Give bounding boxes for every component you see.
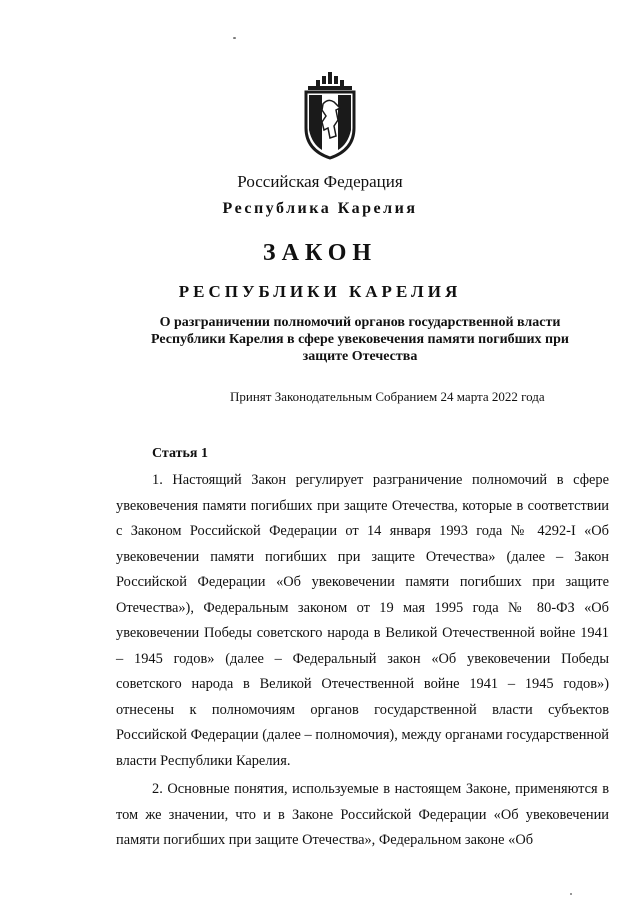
- adoption-note: Принят Законодательным Собранием 24 марта 2022 года: [230, 389, 545, 404]
- document-type-subtitle: РЕСПУБЛИКИ КАРЕЛИЯ: [178, 282, 462, 301]
- law-title: О разграничении полномочий органов государственной власти Республики Карелия в сфере увековечения памяти погибших при защите Отечества: [151, 315, 569, 364]
- paragraph-1: 1. Настоящий Закон регулирует разграничение полномочий в сфере увековечения памяти погибших при защите Отечества, которые в соответствии с Законом Российской Федерации от 14 января 1993 года № 4292-I «Об увековечении памяти погибших при защите Отечества» (далее – Закон Российской Федерации «Об увековечении памяти погибших при защите Отечества»), Федеральным законом от 19 мая 1995 года № 80-ФЗ «Об увековечении Победы советского народа в Великой Отечественной войне 1941 – 1945 годов» (далее – Федеральный закон «Об увековечении Победы советского народа в Великой Отечественной войне 1941 – 1945 годов») отнесены к полномочиям органов государственной власти субъектов Российской Федерации (далее – полномочия), между органами государственной власти Республики Карелия.: [116, 472, 609, 769]
- karelia-coat-of-arms-icon: [300, 70, 360, 160]
- article-heading: Статья 1: [152, 446, 208, 461]
- document-type: ЗАКОН: [262, 240, 378, 266]
- country-name: Российская Федерация: [237, 172, 403, 191]
- scan-speck: [570, 893, 572, 895]
- paragraph-2: 2. Основные понятия, используемые в настоящем Законе, применяются в том же значении, что и в Законе Российской Федерации «Об увековечении памяти погибших при защите Отечества», Федеральном законе «Об: [116, 781, 609, 848]
- republic-name: Республика Карелия: [222, 200, 418, 217]
- scan-speck: [233, 37, 236, 39]
